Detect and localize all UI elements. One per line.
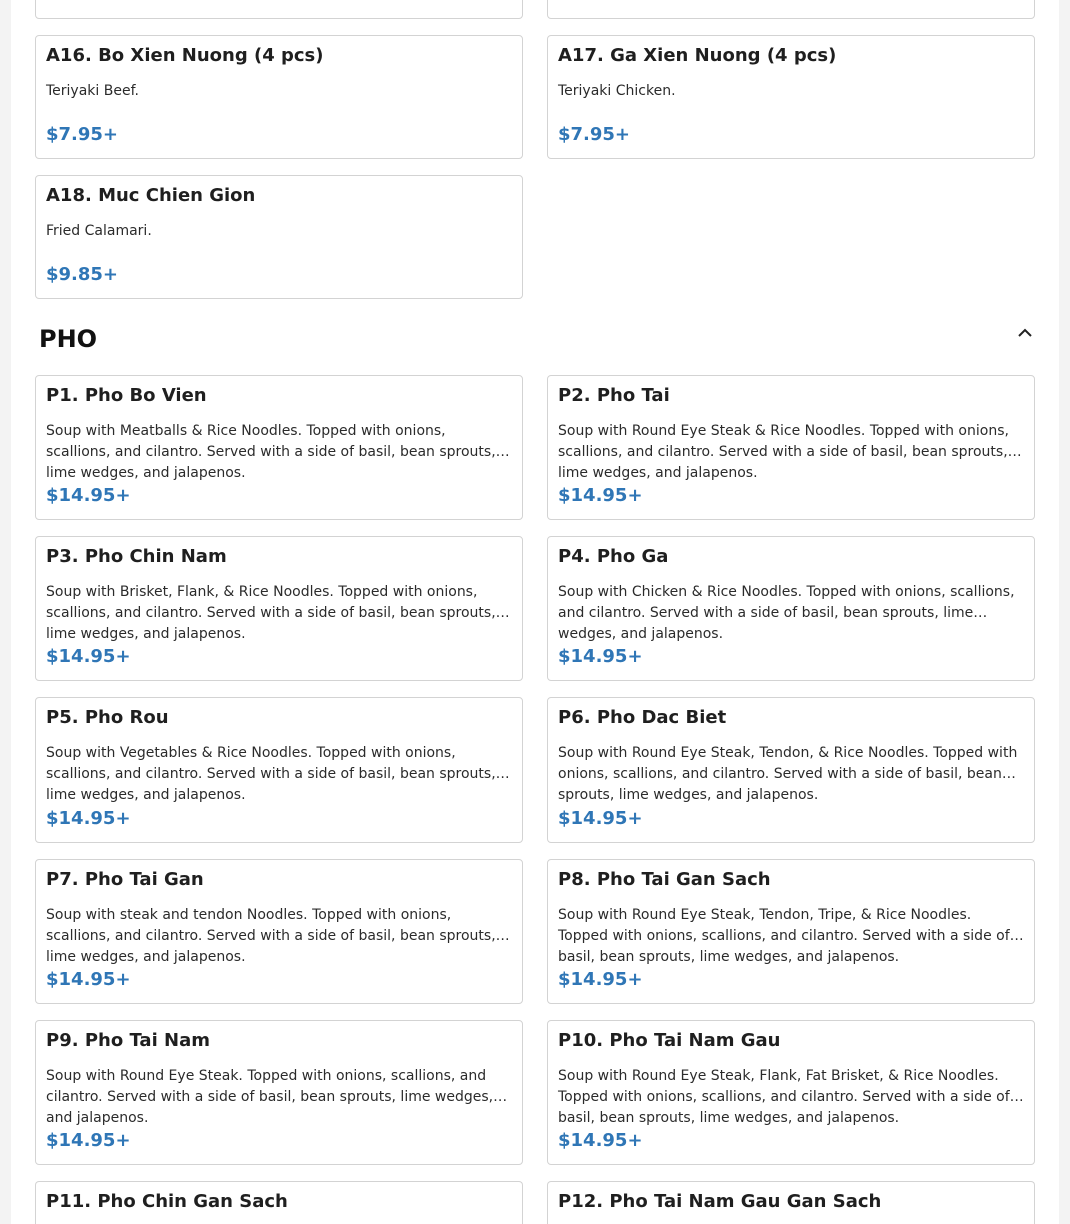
item-description: Soup with steak and tendon Noodles. Topped with onions, scallions, and cilantro. Served with a side of basil, bean sprouts, lime wedges, and jalapenos. [46,907,496,965]
item-description: Soup with Round Eye Steak. Topped with onions, scallions, and cilantro. Served with a side of basil, bean sprouts, lime wedges, and jalapenos. [46,1068,494,1126]
menu-item-card[interactable] [35,859,523,1004]
item-title: P6. Pho Dac Biet [558,707,727,728]
menu-item-card[interactable] [547,0,1035,19]
item-title: P10. Pho Tai Nam Gau [558,1030,781,1051]
menu-item-card[interactable] [35,175,523,299]
menu-item-card[interactable] [547,35,1035,159]
item-description: Soup with Brisket, Flank, & Rice Noodles. Topped with onions, scallions, and cilantro. Served with a side of basil, bean sprouts, lime wedges, and jalapenos. [46,584,496,642]
item-price: $14.95+ [558,646,643,667]
chevron-up-icon[interactable] [1016,325,1034,341]
item-title: P12. Pho Tai Nam Gau Gan Sach [558,1191,882,1212]
menu-item-card[interactable] [35,536,523,681]
menu-item-card[interactable] [35,35,523,159]
menu-item-card[interactable] [547,697,1035,843]
item-description: Soup with Chicken & Rice Noodles. Topped with onions, scallions, and cilantro. Served with a side of basil, bean sprouts, lime wedges, and jalapenos. [558,584,1015,642]
item-title: A18. Muc Chien Gion [46,185,256,206]
item-title: A17. Ga Xien Nuong (4 pcs) [558,45,837,66]
menu-item-card[interactable] [35,697,523,843]
item-description: Soup with Round Eye Steak, Tendon, Tripe, & Rice Noodles. Topped with onions, scallions, and cilantro. Served with a side of basil, bean sprouts, lime wedges, and jalapenos. [558,907,1010,965]
item-price: $14.95+ [558,808,643,829]
menu-item-card[interactable] [547,1020,1035,1165]
item-title: P8. Pho Tai Gan Sach [558,869,771,890]
menu-item-card[interactable] [547,859,1035,1004]
item-title: P2. Pho Tai [558,385,670,406]
item-title: P1. Pho Bo Vien [46,385,207,406]
item-price: $14.95+ [558,1130,643,1151]
menu-item-card[interactable] [35,0,523,19]
menu-item-card[interactable] [35,1181,523,1224]
item-description: Soup with Meatballs & Rice Noodles. Topped with onions, scallions, and cilantro. Served with a side of basil, bean sprouts, lime wedges, and jalapenos. [46,423,496,481]
item-description: Soup with Round Eye Steak & Rice Noodles. Topped with onions, scallions, and cilantro. Served with a side of basil, bean sprouts, lime wedges, and jalapenos. [558,423,1009,481]
item-description: Soup with Round Eye Steak, Tendon, & Rice Noodles. Topped with onions, scallions, and cilantro. Served with a side of basil, bean sprouts, lime wedges, and jalapenos. [558,745,1018,803]
item-title: P3. Pho Chin Nam [46,546,227,567]
item-title: P11. Pho Chin Gan Sach [46,1191,288,1212]
item-description: Teriyaki Chicken. [558,83,676,99]
section-title-pho: PHO [39,325,98,353]
item-price: $14.95+ [46,969,131,990]
item-description: Soup with Round Eye Steak, Flank, Fat Brisket, & Rice Noodles. Topped with onions, scallions, and cilantro. Served with a side of basil, bean sprouts, lime wedges, and jalapenos. [558,1068,1010,1126]
item-price: $14.95+ [46,1130,131,1151]
menu-item-card[interactable] [547,1181,1035,1224]
item-price: $14.95+ [46,808,131,829]
menu-item-card[interactable] [547,375,1035,520]
item-price: $14.95+ [558,485,643,506]
item-price: $14.95+ [46,646,131,667]
menu-item-card[interactable] [547,536,1035,681]
item-title: P4. Pho Ga [558,546,669,567]
item-title: P7. Pho Tai Gan [46,869,204,890]
item-price: $14.95+ [46,485,131,506]
item-title: P9. Pho Tai Nam [46,1030,210,1051]
item-title: P5. Pho Rou [46,707,169,728]
item-description: Teriyaki Beef. [46,83,139,99]
item-description: Fried Calamari. [46,223,152,239]
item-price: $7.95+ [46,124,119,145]
menu-item-card[interactable] [35,1020,523,1165]
item-price: $7.95+ [558,124,631,145]
item-description: Soup with Vegetables & Rice Noodles. Topped with onions, scallions, and cilantro. Served with a side of basil, bean sprouts, lime wedges, and jalapenos. [46,745,496,803]
item-price: $14.95+ [558,969,643,990]
item-price: $9.85+ [46,264,119,285]
item-title: A16. Bo Xien Nuong (4 pcs) [46,45,324,66]
menu-item-card[interactable] [35,375,523,520]
